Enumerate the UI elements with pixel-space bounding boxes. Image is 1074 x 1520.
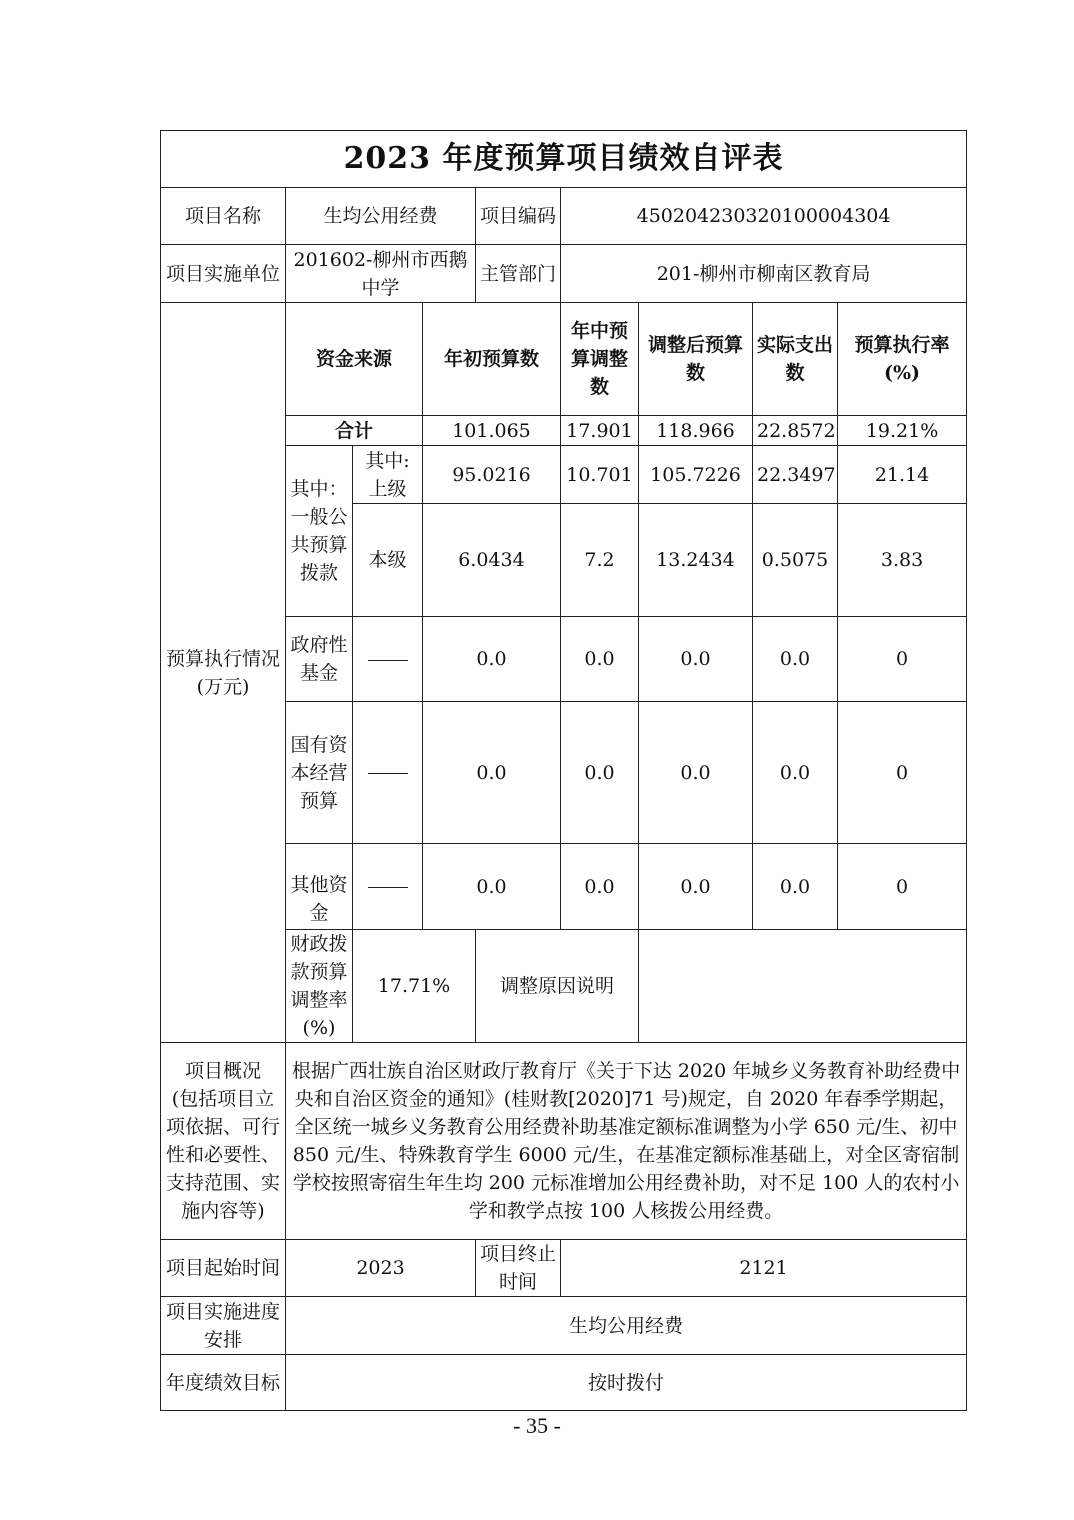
gov-fund-mid-adjust: 0.0 [561,617,639,702]
project-code-value: 450204230320100004304 [561,188,967,245]
progress-label: 项目实施进度安排 [161,1297,286,1355]
form-title: 2023 年度预算项目绩效自评表 [161,131,967,188]
gov-fund-label: 政府性基金 [286,617,353,702]
supervising-dept-value: 201-柳州市柳南区教育局 [561,245,967,303]
budget-section-label: 预算执行情况 (万元) [161,303,286,1043]
state-capital-initial: 0.0 [423,702,561,844]
adjustment-rate-label: 财政拨款预算调整率 (%) [286,930,353,1043]
header-adjusted-budget: 调整后预算数 [639,303,753,416]
annual-goal-label: 年度绩效目标 [161,1355,286,1411]
state-capital-mid-adjust: 0.0 [561,702,639,844]
local-mid-adjust: 7.2 [561,504,639,617]
total-rate: 19.21% [838,416,967,446]
upper-actual: 22.3497 [753,446,838,504]
performance-evaluation-table [160,130,967,1411]
state-capital-dash [353,702,423,844]
other-mid-adjust: 0.0 [561,844,639,930]
header-actual-spend: 实际支出数 [753,303,838,416]
adjustment-rate-value: 17.71% [353,930,476,1043]
local-level-label: 本级 [353,504,423,617]
upper-initial: 95.0216 [423,446,561,504]
project-code-label: 项目编码 [476,188,561,245]
other-actual: 0.0 [753,844,838,930]
dash-mark [368,887,408,888]
header-execution-rate: 预算执行率(%) [838,303,967,416]
total-initial: 101.065 [423,416,561,446]
header-initial-budget: 年初预算数 [423,303,561,416]
project-name-value: 生均公用经费 [286,188,476,245]
overview-label: 项目概况 (包括项目立项依据、可行性和必要性、支持范围、实施内容等) [161,1043,286,1240]
end-time-label: 项目终止时间 [476,1240,561,1297]
header-fund-source: 资金来源 [286,303,423,416]
total-mid-adjust: 17.901 [561,416,639,446]
project-name-label: 项目名称 [161,188,286,245]
implementing-unit-value: 201602-柳州市西鹅中学 [286,245,476,303]
supervising-dept-label: 主管部门 [476,245,561,303]
upper-mid-adjust: 10.701 [561,446,639,504]
start-time-value: 2023 [286,1240,476,1297]
adjustment-reason-value [639,930,967,1043]
state-capital-label: 国有资本经营预算 [286,702,353,844]
local-rate: 3.83 [838,504,967,617]
other-adjusted: 0.0 [639,844,753,930]
implementing-unit-label: 项目实施单位 [161,245,286,303]
gov-fund-dash [353,617,423,702]
state-capital-adjusted: 0.0 [639,702,753,844]
total-adjusted: 118.966 [639,416,753,446]
other-initial: 0.0 [423,844,561,930]
header-mid-year-adjust: 年中预算调整数 [561,303,639,416]
total-actual: 22.8572 [753,416,838,446]
total-label: 合计 [286,416,423,446]
start-time-label: 项目起始时间 [161,1240,286,1297]
dash-mark [368,660,408,661]
upper-rate: 21.14 [838,446,967,504]
other-rate: 0 [838,844,967,930]
local-actual: 0.5075 [753,504,838,617]
gov-fund-initial: 0.0 [423,617,561,702]
local-initial: 6.0434 [423,504,561,617]
adjustment-reason-label: 调整原因说明 [476,930,639,1043]
annual-goal-value: 按时拨付 [286,1355,967,1411]
other-funds-dash [353,844,423,930]
gov-fund-actual: 0.0 [753,617,838,702]
local-adjusted: 13.2434 [639,504,753,617]
upper-level-label: 其中:上级 [353,446,423,504]
general-budget-label: 其中：一般公共预算拨款 [286,446,353,617]
state-capital-rate: 0 [838,702,967,844]
gov-fund-adjusted: 0.0 [639,617,753,702]
other-funds-label: 其他资金 [286,844,353,930]
page-number: - 35 - [513,1413,561,1438]
progress-value: 生均公用经费 [286,1297,967,1355]
overview-text: 根据广西壮族自治区财政厅教育厅《关于下达 2020 年城乡义务教育补助经费中央和自治区资金的通知》(桂财教[2020]71 号)规定，自 2020 年春季学期起，全区统一城乡义务教育公用经费补助基准定额标准调整为小学 650 元/生、初中 850 元/生、特殊教育学生 6000 元/生，在基准定额标准基础上，对全区寄宿制学校按照寄宿生年生均 200 元标准增加公用经费补助，对不足 100 人的农村小学和教学点按 100 人核拨公用经费。 [286,1043,967,1240]
gov-fund-rate: 0 [838,617,967,702]
state-capital-actual: 0.0 [753,702,838,844]
end-time-value: 2121 [561,1240,967,1297]
upper-adjusted: 105.7226 [639,446,753,504]
dash-mark [368,773,408,774]
